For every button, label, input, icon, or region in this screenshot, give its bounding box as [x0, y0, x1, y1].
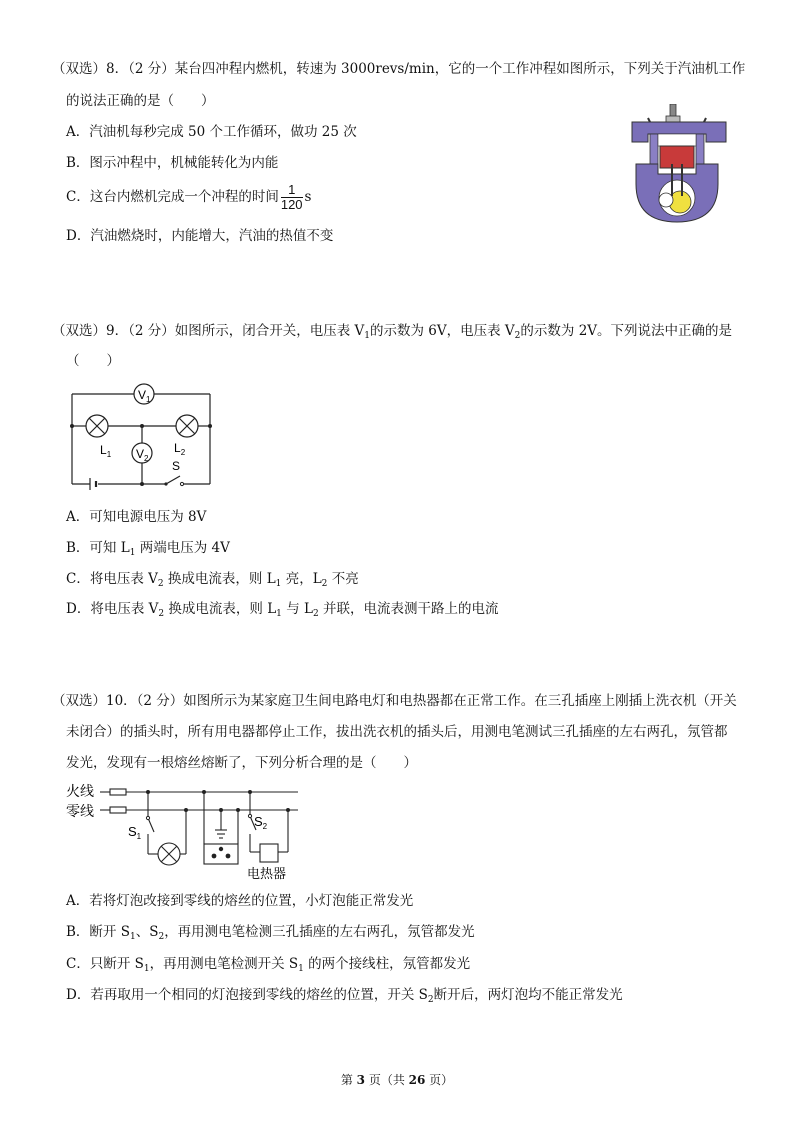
q9-option-b-sub: 1: [129, 548, 136, 558]
s2-label: $S_2$: [254, 814, 268, 831]
q9-stem-sub1: 1: [364, 331, 370, 341]
q9-stem-part1: （双选）9．（2 分）如图所示，闭合开关，电压表 V: [52, 323, 365, 339]
q10-option-b-part1: B．断开 S: [66, 924, 130, 940]
q10-option-d: [66, 986, 623, 1009]
l1-label: $L_1$: [100, 443, 112, 459]
q9-stem-part3: 的示数为 2V。下列说法中正确的是: [520, 323, 733, 339]
engine-stroke-figure: [626, 104, 732, 230]
q9-option-c-sub3: 2: [321, 579, 328, 589]
page-footer: [0, 1071, 794, 1088]
q8-option-d: D．汽油燃烧时，内能增大，汽油的热值不变: [66, 228, 334, 244]
q9-option-d: [66, 600, 499, 623]
q9-option-c-part4: 不亮: [327, 571, 359, 587]
q10-stem-line2: 未闭合）的插头时，所有用电器都停止工作，拔出洗衣机的插头后，用测电笔测试三孔插座的左右两孔，氖管都: [66, 724, 728, 740]
footer-page-number: 3: [356, 1073, 365, 1087]
q8-option-a: A．汽油机每秒完成 50 个工作循环，做功 25 次: [66, 124, 357, 140]
q9-option-c-part2: 换成电流表，则 L: [163, 571, 276, 587]
footer-mid: 页（共: [365, 1073, 409, 1087]
neutral-wire-label: 零线: [66, 803, 94, 819]
q9-stem-line2: （ ）: [66, 353, 120, 369]
live-wire-label: 火线: [66, 783, 94, 799]
footer-total-pages: 26: [408, 1073, 426, 1087]
q9-option-d-sub2: 1: [276, 609, 282, 619]
q8-fraction-numerator: 1: [281, 183, 303, 198]
q8-stem-line1: （双选）8．（2 分）某台四冲程内燃机，转速为 3000revs/min，它的一个工作冲程如图所示，下列关于汽油机工作: [52, 61, 746, 77]
q9-option-c: [66, 570, 359, 593]
household-circuit-figure: [64, 780, 304, 880]
q9-stem-sub2: 2: [514, 331, 521, 341]
q9-option-b-part1: B．可知 L: [66, 540, 130, 556]
q10-stem-line3: 发光，发现有一根熔丝熔断了，下列分析合理的是（ ）: [66, 755, 417, 771]
v2-label: $V_2$: [136, 447, 149, 463]
q10-option-c-part3: 的两个接线柱，氖管都发光: [303, 956, 471, 972]
q10-option-b-sub2: 2: [158, 932, 165, 942]
q9-option-b-part2: 两端电压为 4V: [135, 540, 230, 556]
q9-option-d-part3: 与 L: [281, 601, 313, 617]
q8-fraction-denominator: 120: [280, 197, 303, 212]
q9-option-c-part3: 亮，L: [281, 571, 322, 587]
q10-stem-line1: （双选）10．（2 分）如图所示为某家庭卫生间电路电灯和电热器都在正常工作。在三孔插座上刚插上洗衣机（开关: [52, 693, 737, 709]
switch-s-label: S: [172, 459, 181, 473]
q9-option-d-sub1: 2: [158, 609, 165, 619]
q9-option-c-part1: C．将电压表 V: [66, 571, 158, 587]
series-circuit-figure: [62, 378, 222, 492]
footer-pre: 第: [340, 1073, 357, 1087]
q9-option-b: [66, 539, 230, 562]
q10-option-c-sub1: 1: [143, 964, 150, 974]
heater-label: 电热器: [247, 866, 287, 880]
q8-option-c-unit: s: [304, 189, 312, 205]
q9-option-c-sub2: 1: [275, 579, 282, 589]
l2-label: $L_2$: [174, 441, 186, 457]
q10-option-c: [66, 955, 470, 978]
q9-stem-part2: 的示数为 6V，电压表 V: [370, 323, 515, 339]
q9-option-d-sub3: 2: [312, 609, 319, 619]
q10-option-d-sub: 2: [427, 995, 434, 1005]
q10-option-b-sub1: 1: [129, 932, 136, 942]
footer-post: 页）: [425, 1073, 454, 1087]
q9-option-c-sub1: 2: [157, 579, 164, 589]
q8-option-c: [66, 183, 311, 212]
s1-label: $S_1$: [128, 824, 142, 841]
q10-option-c-part1: C．只断开 S: [66, 956, 144, 972]
q9-option-d-part4: 并联，电流表测干路上的电流: [318, 601, 499, 617]
q8-stem-line2: 的说法正确的是（ ）: [66, 93, 215, 109]
q9-option-a: A．可知电源电压为 8V: [66, 509, 207, 525]
q8-fraction: [281, 183, 303, 212]
q10-option-d-part1: D．若再取用一个相同的灯泡接到零线的熔丝的位置，开关 S: [66, 987, 428, 1003]
v1-label: $V_1$: [138, 388, 151, 404]
q10-option-c-sub2: 1: [298, 964, 304, 974]
q10-option-b: [66, 923, 475, 946]
q9-stem-line1: [52, 322, 732, 345]
q8-option-c-text: C．这台内燃机完成一个冲程的时间: [66, 189, 279, 205]
q10-option-b-part2: 、S: [135, 924, 159, 940]
q10-option-c-part2: ，再用测电笔检测开关 S: [149, 956, 299, 972]
q10-option-a: A．若将灯泡改接到零线的熔丝的位置，小灯泡能正常发光: [66, 893, 414, 909]
q10-option-d-part2: 断开后，两灯泡均不能正常发光: [433, 987, 623, 1003]
q9-option-d-part2: 换成电流表，则 L: [164, 601, 277, 617]
q10-option-b-part3: ，再用测电笔检测三孔插座的左右两孔，氖管都发光: [164, 924, 475, 940]
q8-option-b: B．图示冲程中，机械能转化为内能: [66, 155, 279, 171]
q9-option-d-part1: D．将电压表 V: [66, 601, 159, 617]
